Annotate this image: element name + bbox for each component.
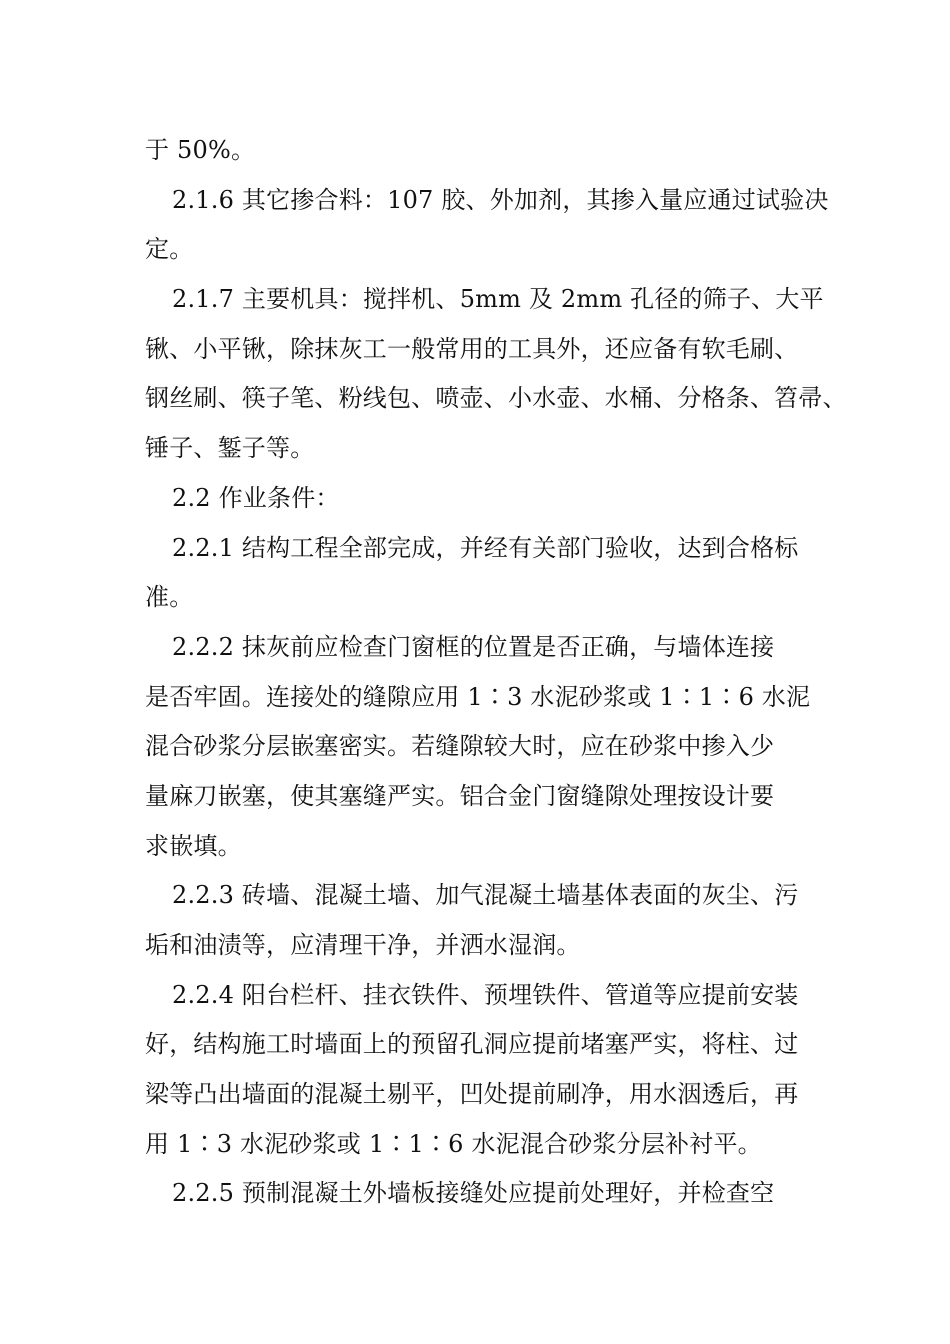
text-line: 锤子、錾子等。 bbox=[145, 434, 315, 463]
paragraph-2-2-1 bbox=[145, 524, 810, 623]
text-line: 用 1∶3 水泥砂浆或 1∶1∶6 水泥混合砂浆分层补衬平。 bbox=[145, 1129, 762, 1158]
text-line: 梁等凸出墙面的混凝土剔平，凹处提前刷净，用水洇透后，再 bbox=[145, 1080, 799, 1109]
text-line: 垢和油渍等，应清理干净，并洒水湿润。 bbox=[145, 931, 581, 959]
paragraph-2-2-4 bbox=[145, 971, 810, 1170]
text-line: 好，结构施工时墙面上的预留孔洞应提前堵塞严实，将柱、过 bbox=[145, 1030, 799, 1059]
text-line: 2.1.6 其它掺合料：107 胶、外加剂，其掺入量应通过试验决 bbox=[172, 185, 829, 214]
text-line: 准。 bbox=[145, 583, 194, 612]
paragraph-2-1-5-tail bbox=[145, 126, 810, 176]
text-line: 混合砂浆分层嵌塞密实。若缝隙较大时，应在砂浆中掺入少 bbox=[145, 732, 775, 761]
text-line: 2.2.4 阳台栏杆、挂衣铁件、预埋铁件、管道等应提前安装 bbox=[172, 980, 799, 1009]
document-body bbox=[145, 126, 847, 1219]
text-line: 于 50%。 bbox=[145, 136, 256, 164]
text-line: 2.2.3 砖墙、混凝土墙、加气混凝土墙基体表面的灰尘、污 bbox=[172, 881, 799, 910]
text-line: 定。 bbox=[145, 235, 194, 264]
text-line: 是否牢固。连接处的缝隙应用 1∶3 水泥砂浆或 1∶1∶6 水泥 bbox=[145, 682, 811, 711]
paragraph-2-2-3 bbox=[145, 871, 810, 970]
text-line: 量麻刀嵌塞，使其塞缝严实。铝合金门窗缝隙处理按设计要 bbox=[145, 781, 775, 810]
section-heading: 2.2 作业条件： bbox=[172, 483, 340, 512]
text-line: 2.2.1 结构工程全部完成，并经有关部门验收，达到合格标 bbox=[172, 533, 799, 562]
paragraph-2-1-6 bbox=[145, 176, 829, 275]
text-line: 钢丝刷、筷子笔、粉线包、喷壶、小水壶、水桶、分格条、笤帚、 bbox=[145, 384, 847, 413]
text-line: 求嵌填。 bbox=[145, 831, 242, 860]
paragraph-2-1-7 bbox=[145, 275, 847, 474]
paragraph-2-2-5 bbox=[145, 1169, 810, 1219]
text-line: 2.2.2 抹灰前应检查门窗框的位置是否正确，与墙体连接 bbox=[172, 632, 775, 661]
text-line: 2.2.5 预制混凝土外墙板接缝处应提前处理好，并检查空 bbox=[172, 1179, 775, 1208]
heading-2-2 bbox=[145, 474, 810, 524]
paragraph-2-2-2 bbox=[145, 623, 810, 871]
text-line: 锹、小平锹，除抹灰工一般常用的工具外，还应备有软毛刷、 bbox=[145, 334, 799, 363]
text-line: 2.1.7 主要机具：搅拌机、5mm 及 2mm 孔径的筛子、大平 bbox=[172, 285, 824, 314]
